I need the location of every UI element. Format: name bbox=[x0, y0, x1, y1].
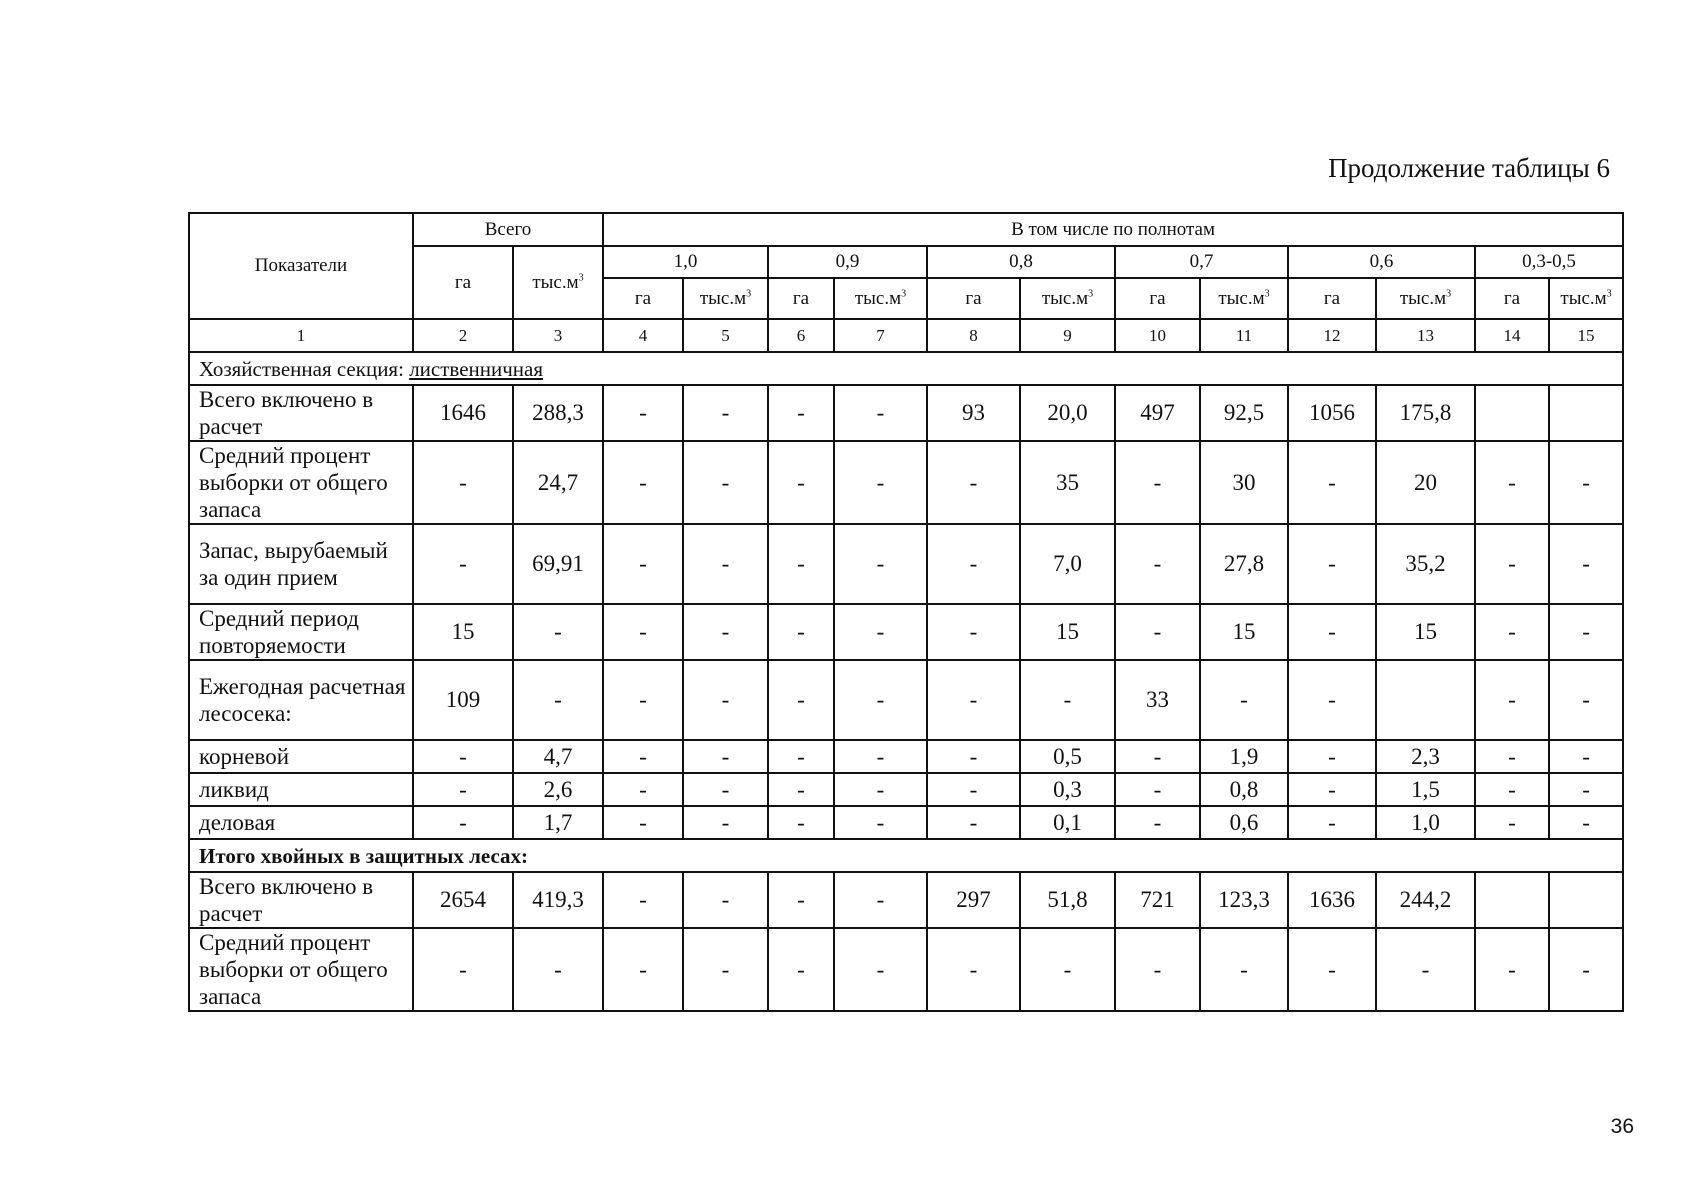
table-cell: - bbox=[768, 604, 834, 660]
table-cell: - bbox=[513, 604, 603, 660]
column-number: 15 bbox=[1549, 319, 1623, 352]
table-cell: - bbox=[603, 385, 683, 441]
table-row bbox=[189, 660, 1623, 740]
table-cell: 69,91 bbox=[513, 524, 603, 604]
table-cell: - bbox=[1475, 928, 1549, 1011]
table-cell: 93 bbox=[927, 385, 1020, 441]
table-cell: - bbox=[1549, 660, 1623, 740]
table-cell: - bbox=[1115, 773, 1200, 806]
column-number: 6 bbox=[768, 319, 834, 352]
header-unit-ha: га bbox=[927, 278, 1020, 319]
header-total-ha: га bbox=[413, 246, 513, 319]
table-cell: - bbox=[834, 773, 927, 806]
table-cell: - bbox=[768, 660, 834, 740]
header-unit-ha: га bbox=[768, 278, 834, 319]
header-unit-ha: га bbox=[1288, 278, 1376, 319]
table-cell: 35 bbox=[1020, 441, 1115, 524]
table-cell: 175,8 bbox=[1376, 385, 1475, 441]
table-cell: - bbox=[683, 872, 768, 928]
table-cell: - bbox=[683, 441, 768, 524]
table-cell: - bbox=[1115, 806, 1200, 839]
table-cell: 1646 bbox=[413, 385, 513, 441]
table-row bbox=[189, 872, 1623, 928]
table-cell: - bbox=[768, 773, 834, 806]
table-cell: - bbox=[1115, 441, 1200, 524]
table-row bbox=[189, 385, 1623, 441]
table-cell: 35,2 bbox=[1376, 524, 1475, 604]
table-cell: - bbox=[834, 872, 927, 928]
table-cell: 419,3 bbox=[513, 872, 603, 928]
table-cell: - bbox=[1020, 928, 1115, 1011]
table-cell: 1,5 bbox=[1376, 773, 1475, 806]
column-number: 8 bbox=[927, 319, 1020, 352]
table-cell: 123,3 bbox=[1200, 872, 1288, 928]
table-cell bbox=[1475, 385, 1549, 441]
row-label: Средний период повторяемости bbox=[189, 604, 413, 660]
table-cell: - bbox=[1549, 773, 1623, 806]
table-cell: - bbox=[683, 524, 768, 604]
table-cell: - bbox=[1115, 524, 1200, 604]
column-number: 10 bbox=[1115, 319, 1200, 352]
table-cell: 20 bbox=[1376, 441, 1475, 524]
section-row bbox=[189, 352, 1623, 385]
table-cell: - bbox=[1475, 740, 1549, 773]
table-cell: 297 bbox=[927, 872, 1020, 928]
table-cell: - bbox=[1376, 928, 1475, 1011]
table-cell: - bbox=[413, 806, 513, 839]
table-cell: - bbox=[927, 524, 1020, 604]
header-density-0-9: 0,9 bbox=[768, 246, 927, 278]
table-cell: 0,1 bbox=[1020, 806, 1115, 839]
table-cell: - bbox=[413, 740, 513, 773]
table-cell: - bbox=[683, 928, 768, 1011]
table-cell: - bbox=[768, 740, 834, 773]
header-unit-ha: га bbox=[603, 278, 683, 319]
row-label: деловая bbox=[189, 806, 413, 839]
header-including-densities: В том числе по полнотам bbox=[603, 213, 1623, 246]
row-label: ликвид bbox=[189, 773, 413, 806]
table-cell: - bbox=[1288, 604, 1376, 660]
table-cell: 1056 bbox=[1288, 385, 1376, 441]
table-cell: - bbox=[834, 441, 927, 524]
header-density-0-3-0-5: 0,3-0,5 bbox=[1475, 246, 1623, 278]
table-cell: 4,7 bbox=[513, 740, 603, 773]
table-cell: - bbox=[513, 660, 603, 740]
header-density-0-6: 0,6 bbox=[1288, 246, 1475, 278]
page-number: 36 bbox=[1610, 1115, 1634, 1138]
header-row-1 bbox=[189, 213, 1623, 246]
table-cell: 0,3 bbox=[1020, 773, 1115, 806]
table-cell: 0,8 bbox=[1200, 773, 1288, 806]
table-cell: - bbox=[683, 385, 768, 441]
table-cell bbox=[1549, 385, 1623, 441]
table-cell: 2654 bbox=[413, 872, 513, 928]
table-cell: - bbox=[413, 928, 513, 1011]
table-cell: 24,7 bbox=[513, 441, 603, 524]
table-cell: - bbox=[768, 928, 834, 1011]
table-cell: 2,6 bbox=[513, 773, 603, 806]
forestry-table bbox=[188, 212, 1624, 1012]
table-cell: - bbox=[834, 385, 927, 441]
table-cell: - bbox=[1115, 604, 1200, 660]
header-unit-thous-m3: $тыс.м^3$ bbox=[1200, 278, 1288, 319]
table-cell: - bbox=[1549, 806, 1623, 839]
table-cell: - bbox=[1115, 740, 1200, 773]
section-row bbox=[189, 839, 1623, 872]
row-label: Средний процент выборки от общего запаса bbox=[189, 928, 413, 1011]
column-number: 9 bbox=[1020, 319, 1115, 352]
table-cell: - bbox=[768, 441, 834, 524]
table-cell: 15 bbox=[1020, 604, 1115, 660]
column-number: 1 bbox=[189, 319, 413, 352]
table-cell: 15 bbox=[1200, 604, 1288, 660]
table-cell: 0,6 bbox=[1200, 806, 1288, 839]
table-caption: Продолжение таблицы 6 bbox=[1328, 153, 1610, 183]
table-cell: - bbox=[768, 385, 834, 441]
table-cell: - bbox=[603, 524, 683, 604]
table-cell: - bbox=[1288, 806, 1376, 839]
table-cell bbox=[1376, 660, 1475, 740]
header-unit-thous-m3: $тыс.м^3$ bbox=[1020, 278, 1115, 319]
table-cell: - bbox=[1288, 524, 1376, 604]
table-cell: 1636 bbox=[1288, 872, 1376, 928]
table-cell: - bbox=[1288, 441, 1376, 524]
header-unit-thous-m3: $тыс.м^3$ bbox=[834, 278, 927, 319]
table-cell: - bbox=[1475, 604, 1549, 660]
table-cell: - bbox=[603, 872, 683, 928]
table-cell bbox=[1549, 872, 1623, 928]
table-cell: 27,8 bbox=[1200, 524, 1288, 604]
table-cell: - bbox=[513, 928, 603, 1011]
table-cell: - bbox=[768, 806, 834, 839]
table-row bbox=[189, 604, 1623, 660]
table-row bbox=[189, 524, 1623, 604]
table-cell: 15 bbox=[1376, 604, 1475, 660]
table-cell: - bbox=[1475, 441, 1549, 524]
column-number: 4 bbox=[603, 319, 683, 352]
table-cell: - bbox=[927, 928, 1020, 1011]
header-unit-thous-m3: $тыс.м^3$ bbox=[1549, 278, 1623, 319]
table-row bbox=[189, 441, 1623, 524]
table-cell: - bbox=[413, 773, 513, 806]
table-cell: 0,5 bbox=[1020, 740, 1115, 773]
table-cell: - bbox=[927, 604, 1020, 660]
table-cell: - bbox=[834, 524, 927, 604]
column-number: 12 bbox=[1288, 319, 1376, 352]
table-cell: 2,3 bbox=[1376, 740, 1475, 773]
header-density-0-8: 0,8 bbox=[927, 246, 1115, 278]
table-cell: - bbox=[1200, 660, 1288, 740]
table-cell: - bbox=[683, 773, 768, 806]
table-cell: - bbox=[834, 660, 927, 740]
column-number: 5 bbox=[683, 319, 768, 352]
table-cell: 288,3 bbox=[513, 385, 603, 441]
table-row bbox=[189, 806, 1623, 839]
table-cell: - bbox=[834, 806, 927, 839]
header-unit-thous-m3: $тыс.м^3$ bbox=[683, 278, 768, 319]
header-unit-ha: га bbox=[1475, 278, 1549, 319]
table-cell: 15 bbox=[413, 604, 513, 660]
table-cell: - bbox=[1115, 928, 1200, 1011]
column-number: 11 bbox=[1200, 319, 1288, 352]
table-cell: - bbox=[603, 773, 683, 806]
table-cell: - bbox=[768, 872, 834, 928]
table-cell: 33 bbox=[1115, 660, 1200, 740]
table-cell: 1,0 bbox=[1376, 806, 1475, 839]
table-cell: - bbox=[1549, 441, 1623, 524]
table-cell: 1,7 bbox=[513, 806, 603, 839]
table-cell: - bbox=[1200, 928, 1288, 1011]
row-label: Всего включено в расчет bbox=[189, 385, 413, 441]
table-cell: 51,8 bbox=[1020, 872, 1115, 928]
table-cell: 20,0 bbox=[1020, 385, 1115, 441]
header-indicators: Показатели bbox=[189, 213, 413, 319]
table-cell: 109 bbox=[413, 660, 513, 740]
table-cell: 30 bbox=[1200, 441, 1288, 524]
row-label: Ежегодная расчетная лесосека: bbox=[189, 660, 413, 740]
table-cell: 721 bbox=[1115, 872, 1200, 928]
table-cell: - bbox=[1549, 740, 1623, 773]
row-label: Запас, вырубаемый за один прием bbox=[189, 524, 413, 604]
table-cell: - bbox=[1475, 660, 1549, 740]
table-cell: - bbox=[603, 604, 683, 660]
column-number: 14 bbox=[1475, 319, 1549, 352]
header-unit-thous-m3: $тыс.м^3$ bbox=[1376, 278, 1475, 319]
table-cell: - bbox=[683, 740, 768, 773]
table-cell: - bbox=[927, 441, 1020, 524]
table-cell: - bbox=[834, 604, 927, 660]
table-cell: - bbox=[603, 660, 683, 740]
header-total: Всего bbox=[413, 213, 603, 246]
table-cell: - bbox=[1288, 773, 1376, 806]
table-cell: - bbox=[1475, 524, 1549, 604]
table-cell: - bbox=[1549, 928, 1623, 1011]
row-label: Средний процент выборки от общего запаса bbox=[189, 441, 413, 524]
section-heading: Хозяйственная секция: лиственничная bbox=[189, 352, 1623, 385]
header-row-column-numbers bbox=[189, 319, 1623, 352]
table-row bbox=[189, 928, 1623, 1011]
table-row bbox=[189, 773, 1623, 806]
table-cell: - bbox=[603, 806, 683, 839]
table-cell: - bbox=[1020, 660, 1115, 740]
table-cell: - bbox=[683, 660, 768, 740]
table-cell: 7,0 bbox=[1020, 524, 1115, 604]
table-cell: - bbox=[768, 524, 834, 604]
table-cell: - bbox=[927, 740, 1020, 773]
table-cell: - bbox=[413, 524, 513, 604]
table-cell: - bbox=[927, 660, 1020, 740]
section-heading: Итого хвойных в защитных лесах: bbox=[189, 839, 1623, 872]
table-cell: - bbox=[683, 604, 768, 660]
table-cell: - bbox=[1475, 806, 1549, 839]
table-cell: 1,9 bbox=[1200, 740, 1288, 773]
table-cell: - bbox=[1549, 604, 1623, 660]
table-cell: - bbox=[603, 928, 683, 1011]
table-cell bbox=[1475, 872, 1549, 928]
table-cell: 497 bbox=[1115, 385, 1200, 441]
table-cell: - bbox=[834, 928, 927, 1011]
table-cell: - bbox=[603, 740, 683, 773]
row-label: Всего включено в расчет bbox=[189, 872, 413, 928]
header-density-0-7: 0,7 bbox=[1115, 246, 1288, 278]
table-cell: - bbox=[1288, 928, 1376, 1011]
column-number: 7 bbox=[834, 319, 927, 352]
table-cell: - bbox=[1288, 740, 1376, 773]
column-number: 13 bbox=[1376, 319, 1475, 352]
header-total-thous-m3: $тыс.м^3$ bbox=[513, 246, 603, 319]
table-cell: - bbox=[927, 773, 1020, 806]
table-row bbox=[189, 740, 1623, 773]
table-cell: - bbox=[1549, 524, 1623, 604]
column-number: 2 bbox=[413, 319, 513, 352]
table-cell: - bbox=[834, 740, 927, 773]
table-cell: - bbox=[603, 441, 683, 524]
column-number: 3 bbox=[513, 319, 603, 352]
table-cell: - bbox=[927, 806, 1020, 839]
table-cell: 244,2 bbox=[1376, 872, 1475, 928]
table-cell: - bbox=[1288, 660, 1376, 740]
header-density-1-0: 1,0 bbox=[603, 246, 768, 278]
table-cell: 92,5 bbox=[1200, 385, 1288, 441]
table-cell: - bbox=[683, 806, 768, 839]
header-unit-ha: га bbox=[1115, 278, 1200, 319]
table-cell: - bbox=[1475, 773, 1549, 806]
row-label: корневой bbox=[189, 740, 413, 773]
table-cell: - bbox=[413, 441, 513, 524]
